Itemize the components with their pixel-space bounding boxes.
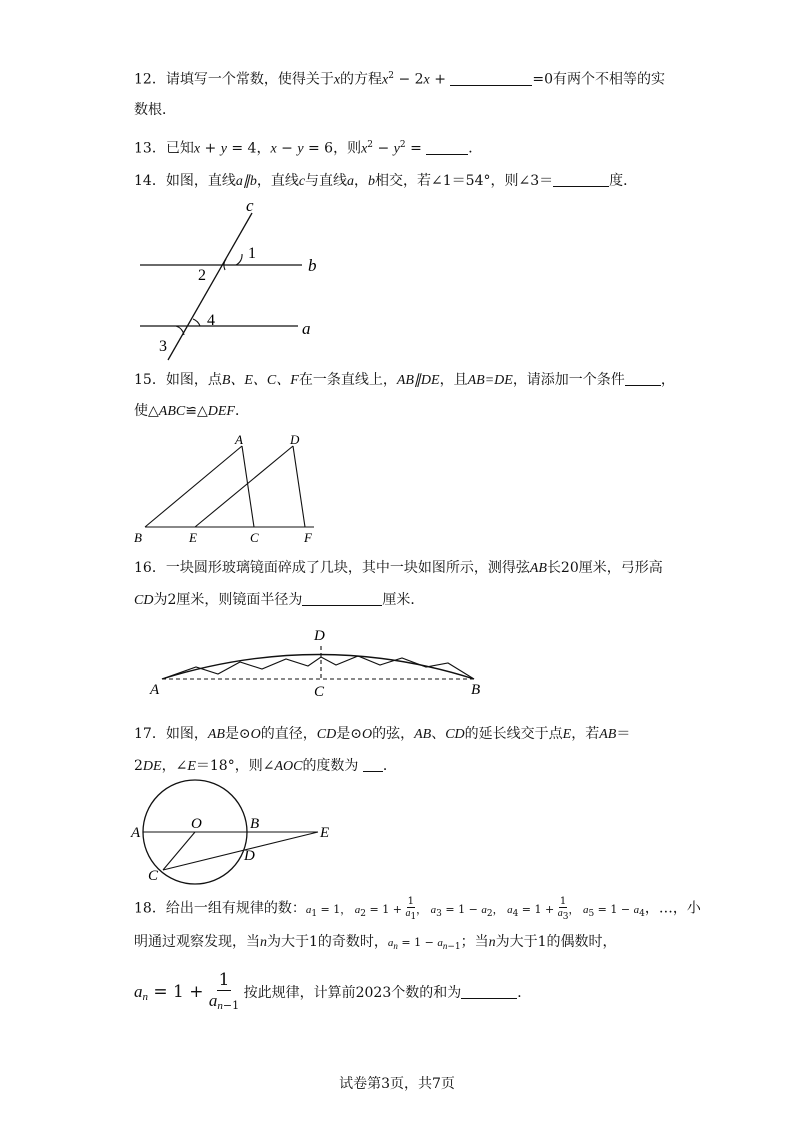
q15-number: 15． <box>134 372 166 388</box>
q16-label-C: C <box>314 684 325 700</box>
q14-label-c: c <box>246 196 254 215</box>
q14-number: 14． <box>134 173 166 189</box>
q14-label-4: 4 <box>207 312 215 329</box>
q17-line1: 17．如图，AB是⊙O的直径，CD是⊙O的弦，AB、CD的延长线交于点E，若AB＝ <box>134 726 631 742</box>
q12-text: 请填写一个常数，使得关于 <box>165 71 334 88</box>
q14-label-2: 2 <box>198 267 206 284</box>
q13-number: 13． <box>134 140 166 157</box>
q15-label-F: F <box>304 530 312 545</box>
q15-label-C: C <box>250 530 259 545</box>
q18-line2: 明通过观察发现，当n为大于1的奇数时，$a_n = 1 - a_{n-1}$；当n为大于1的偶数时， <box>134 934 617 952</box>
q15-label-A: A <box>235 432 243 447</box>
q15-label-D: D <box>290 432 300 447</box>
q14-figure <box>130 195 330 365</box>
q15-figure <box>128 430 328 545</box>
q14-label-1: 1 <box>248 245 256 262</box>
q17-label-E: E <box>320 825 330 841</box>
q17-label-D: D <box>244 848 255 864</box>
q16-label-A: A <box>150 682 160 698</box>
q18-line3: $a_n = 1$ + $\frac{1}{a_{n-1}}$ 按此规律，计算前2023个数的和为 ． <box>134 970 532 1012</box>
q17-figure <box>128 778 343 886</box>
q17-label-B: B <box>250 816 260 832</box>
q15-line1: 15．如图，点B、E、C、F在一条直线上，AB∥DE，且AB=DE，请添加一个条件 ， <box>134 372 675 388</box>
q14-label-a: a <box>302 319 311 338</box>
q15-label-B: B <box>134 530 142 545</box>
q17-label-O: O <box>191 816 202 832</box>
q12-line2: 数根． <box>134 102 176 118</box>
q16-number: 16． <box>134 560 166 576</box>
q16-line1: 16．一块圆形玻璃镜面碎成了几块，其中一块如图所示，测得弦AB长20厘米，弓形高 <box>134 560 663 576</box>
q14-label-b: b <box>308 256 317 275</box>
q16-answer-blank[interactable] <box>302 591 382 606</box>
q15-label-E: E <box>189 530 197 545</box>
q12-line1: 12．请填写一个常数，使得关于x的方程$x^2 - 2x + =0$有两个不相等的实 <box>134 71 666 88</box>
q16-line2: CD为2厘米，则镜面半径为 厘米． <box>134 592 425 608</box>
q16-label-D: D <box>314 628 325 644</box>
q14-line: 14．如图，直线a∥b，直线c与直线a，b相交，若∠1＝54°，则∠3＝ 度． <box>134 173 638 189</box>
q13-line: 13．已知x + y = 4，x − y = 6，则$x^2 - y^2$ = ． <box>134 140 483 157</box>
q17-number: 17． <box>134 726 166 742</box>
q18-line1: 18．给出一组有规律的数：$a_1 = 1$， $a_2 = 1$ + $\frac{1}{a1}$ ， $a_3 = 1 - a_2$， $a_4 = 1$ + $\frac{1}{a3}$ ， $a_5 = 1 - a_4$，…，小 <box>134 896 701 922</box>
q17-label-C: C <box>148 868 159 884</box>
q14-answer-blank[interactable] <box>553 172 609 187</box>
q18-number: 18． <box>134 900 166 917</box>
q12-answer-blank[interactable] <box>450 71 532 86</box>
q17-label-A: A <box>131 825 141 841</box>
page-footer: 试卷第3页，共7页 <box>339 1076 455 1092</box>
q16-label-B: B <box>471 682 481 698</box>
q17-answer-blank[interactable] <box>363 757 383 772</box>
q14-label-3: 3 <box>159 338 167 355</box>
q13-answer-blank[interactable] <box>426 140 468 155</box>
q16-figure <box>140 622 500 702</box>
q17-line2: 2DE，∠E＝18°，则∠AOC的度数为 ． <box>134 758 397 774</box>
q15-answer-blank[interactable] <box>625 371 661 386</box>
q15-line2: 使△ABC≌△DEF． <box>134 403 249 419</box>
q18-answer-blank[interactable] <box>461 984 517 999</box>
q12-number: 12． <box>134 71 166 88</box>
